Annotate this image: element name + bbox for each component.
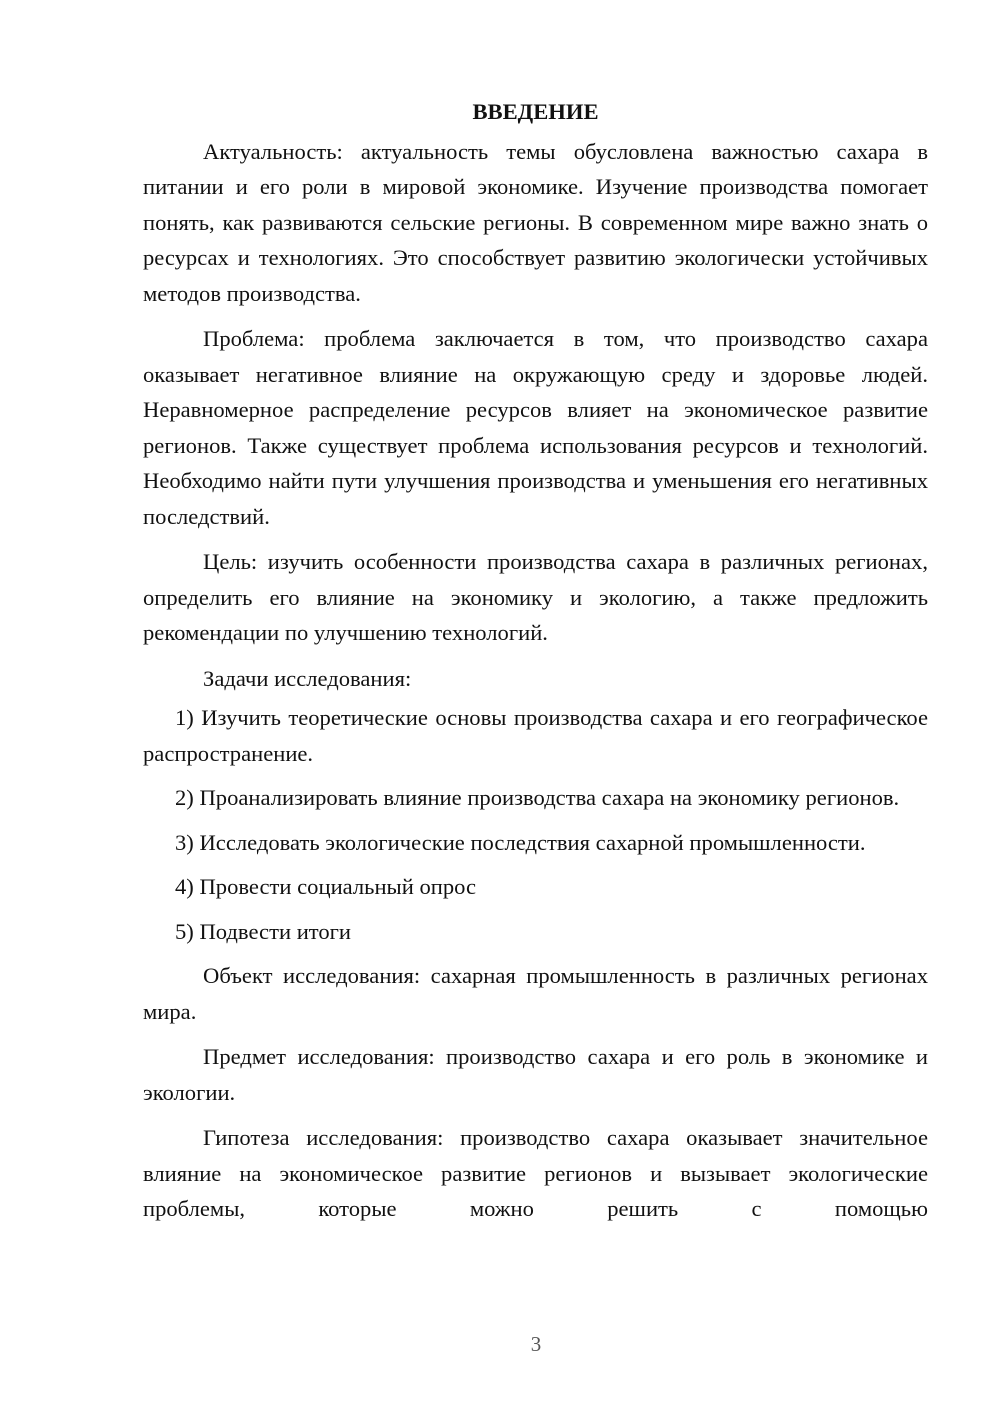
task-item: 5) Подвести итоги bbox=[175, 918, 352, 944]
problem-paragraph: Проблема: проблема заключается в том, что производство сахара оказывает негативное влияние на окружающую среду и здоровье людей. Неравномерное распределение ресурсов влияет на экономическое развитие регионов. Также существует проблема использования ресурсов и технологий. Необходимо найти пути улучшения производства и уменьшения его негативных последствий. bbox=[143, 326, 928, 529]
goal-paragraph: Цель: изучить особенности производства сахара в различных регионах, определить его влияние на экономику и экологию, а также предложить рекомендации по улучшению технологий. bbox=[143, 549, 928, 645]
hypothesis-paragraph: Гипотеза исследования: производство сахара оказывает значительное влияние на экономическое развитие регионов и вызывает экологические проблемы, которые можно решить с помощью bbox=[143, 1125, 928, 1221]
section-heading: ВВЕДЕНИЕ bbox=[472, 99, 599, 124]
task-item: 2) Проанализировать влияние производства сахара на экономику регионов. bbox=[175, 785, 900, 810]
object-paragraph: Объект исследования: сахарная промышленность в различных регионах мира. bbox=[143, 963, 928, 1024]
page-number: 3 bbox=[530, 1332, 542, 1356]
tasks-intro: Задачи исследования: bbox=[203, 665, 412, 691]
task-item: 1) Изучить теоретические основы производства сахара и его географическое распространение. bbox=[143, 705, 928, 766]
relevance-paragraph: Актуальность: актуальность темы обусловлена важностью сахара в питании и его роли в мировой экономике. Изучение производства помогает понять, как развиваются сельские регионы. В современном мире важно знать о ресурсах и технологиях. Это способствует развитию экологически устойчивых методов производства. bbox=[143, 138, 928, 306]
task-item: 4) Провести социальный опрос bbox=[175, 874, 477, 899]
subject-paragraph: Предмет исследования: производство сахара и его роль в экономике и экологии. bbox=[143, 1044, 928, 1105]
page-content bbox=[143, 94, 928, 1237]
task-item: 3) Исследовать экологические последствия сахарной промышленности. bbox=[175, 829, 866, 855]
